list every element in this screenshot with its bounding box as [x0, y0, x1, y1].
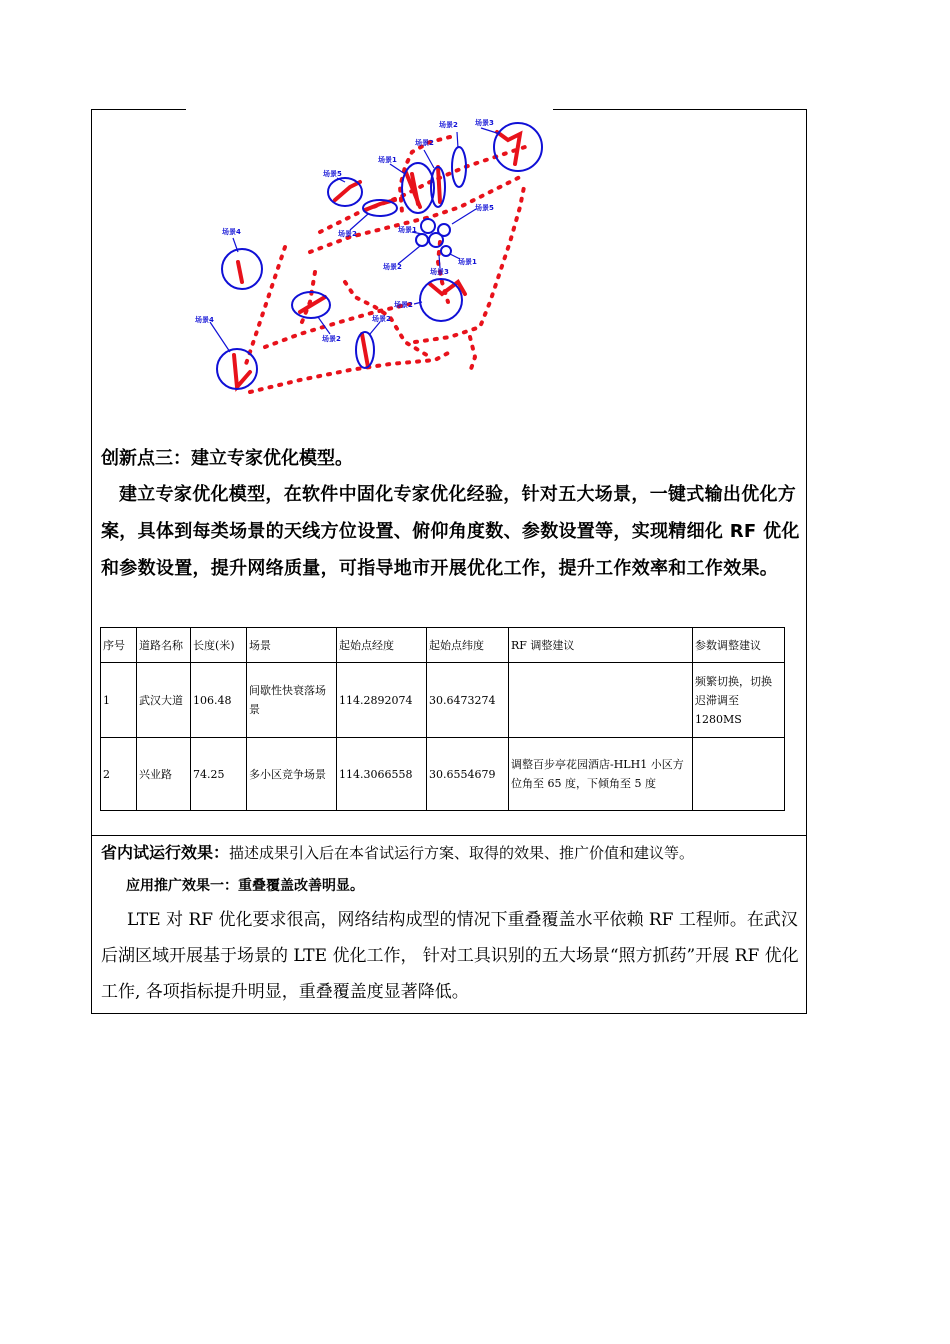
map-label: 场景2 [394, 301, 413, 309]
table-cell: 30.6554679 [427, 738, 509, 811]
table-cell: 2 [101, 738, 137, 811]
frame-section-divider [91, 835, 807, 836]
table-header-cell: 起始点纬度 [427, 628, 509, 663]
map-label: 场景3 [475, 119, 494, 127]
table-header-cell: 场景 [247, 628, 337, 663]
table-cell: 兴业路 [137, 738, 191, 811]
map-label: 场景4 [195, 316, 214, 324]
trial-section-label [101, 840, 694, 863]
table-cell: 调整百步亭花园酒店-HLH1 小区方位角至 65 度，下倾角至 5 度 [509, 738, 693, 811]
map-label: 场景2 [322, 335, 341, 343]
table-header-cell: 参数调整建议 [693, 628, 785, 663]
table-cell: 多小区竞争场景 [247, 738, 337, 811]
table-cell: 1 [101, 663, 137, 738]
map-label: 场景1 [378, 156, 397, 164]
scenario-map [190, 112, 560, 402]
frame-bottom-border [91, 1013, 807, 1014]
innovation-paragraph: 建立专家优化模型，在软件中固化专家优化经验，针对五大场景，一键式输出优化方案，具体到每类场景的天线方位设置、俯仰角度数、参数设置等，实现精细化 RF 优化和参数设置，提升网络质量，可指导地市开展优化工作，提升工作效率和工作效果。 [101, 484, 800, 579]
map-label: 场景5 [475, 204, 494, 212]
map-label: 场景2 [338, 230, 357, 238]
table-header-cell: 起始点经度 [337, 628, 427, 663]
table-cell: 74.25 [191, 738, 247, 811]
map-label: 场景3 [430, 268, 449, 276]
table-cell: 频繁切换，切换迟滞调至 1280MS [693, 663, 785, 738]
table-row [101, 738, 785, 811]
table-cell: 间歇性快衰落场景 [247, 663, 337, 738]
map-label: 场景4 [222, 228, 241, 236]
effect-title: 应用推广效果一：重叠覆盖改善明显。 [126, 878, 364, 894]
trial-label: 省内试运行效果： [101, 843, 230, 862]
table-cell: 30.6473274 [427, 663, 509, 738]
callout-arrows [210, 128, 500, 352]
map-label: 场景2 [383, 263, 402, 271]
marked-segments [234, 132, 520, 387]
frame-top-border-left [91, 109, 186, 110]
map-label: 场景5 [323, 170, 342, 178]
table-cell: 114.3066558 [337, 738, 427, 811]
table-header-cell: 道路名称 [137, 628, 191, 663]
frame-left-border [91, 109, 92, 1014]
map-label: 场景1 [458, 258, 477, 266]
table-header-cell: RF 调整建议 [509, 628, 693, 663]
effect-text: LTE 对 RF 优化要求很高，网络结构成型的情况下重叠覆盖水平依赖 RF 工程师。在武汉后湖区域开展基于场景的 LTE 优化工作， 针对工具识别的五大场景“照方抓药”开展 RF 优化工作, 各项指标提升明显，重叠覆盖度显著降低。 [101, 910, 799, 1002]
table-header-row [101, 628, 785, 663]
scenario-table [100, 627, 785, 811]
map-label: 场景2 [372, 315, 391, 323]
table-row [101, 663, 785, 738]
map-label: 场景2 [415, 139, 434, 147]
table-cell: 114.2892074 [337, 663, 427, 738]
frame-right-border [806, 109, 807, 1014]
frame-top-border-right [553, 109, 807, 110]
table-cell [693, 738, 785, 811]
trial-description: 描述成果引入后在本省试运行方案、取得的效果、推广价值和建议等。 [229, 844, 695, 862]
table-cell [509, 663, 693, 738]
table-cell: 106.48 [191, 663, 247, 738]
table-cell: 武汉大道 [137, 663, 191, 738]
map-label: 场景2 [439, 121, 458, 129]
table-header-cell: 序号 [101, 628, 137, 663]
table-header-cell: 长度(米) [191, 628, 247, 663]
map-label: 场景1 [398, 226, 417, 234]
innovation-heading: 创新点三：建立专家优化模型。 [101, 448, 353, 469]
